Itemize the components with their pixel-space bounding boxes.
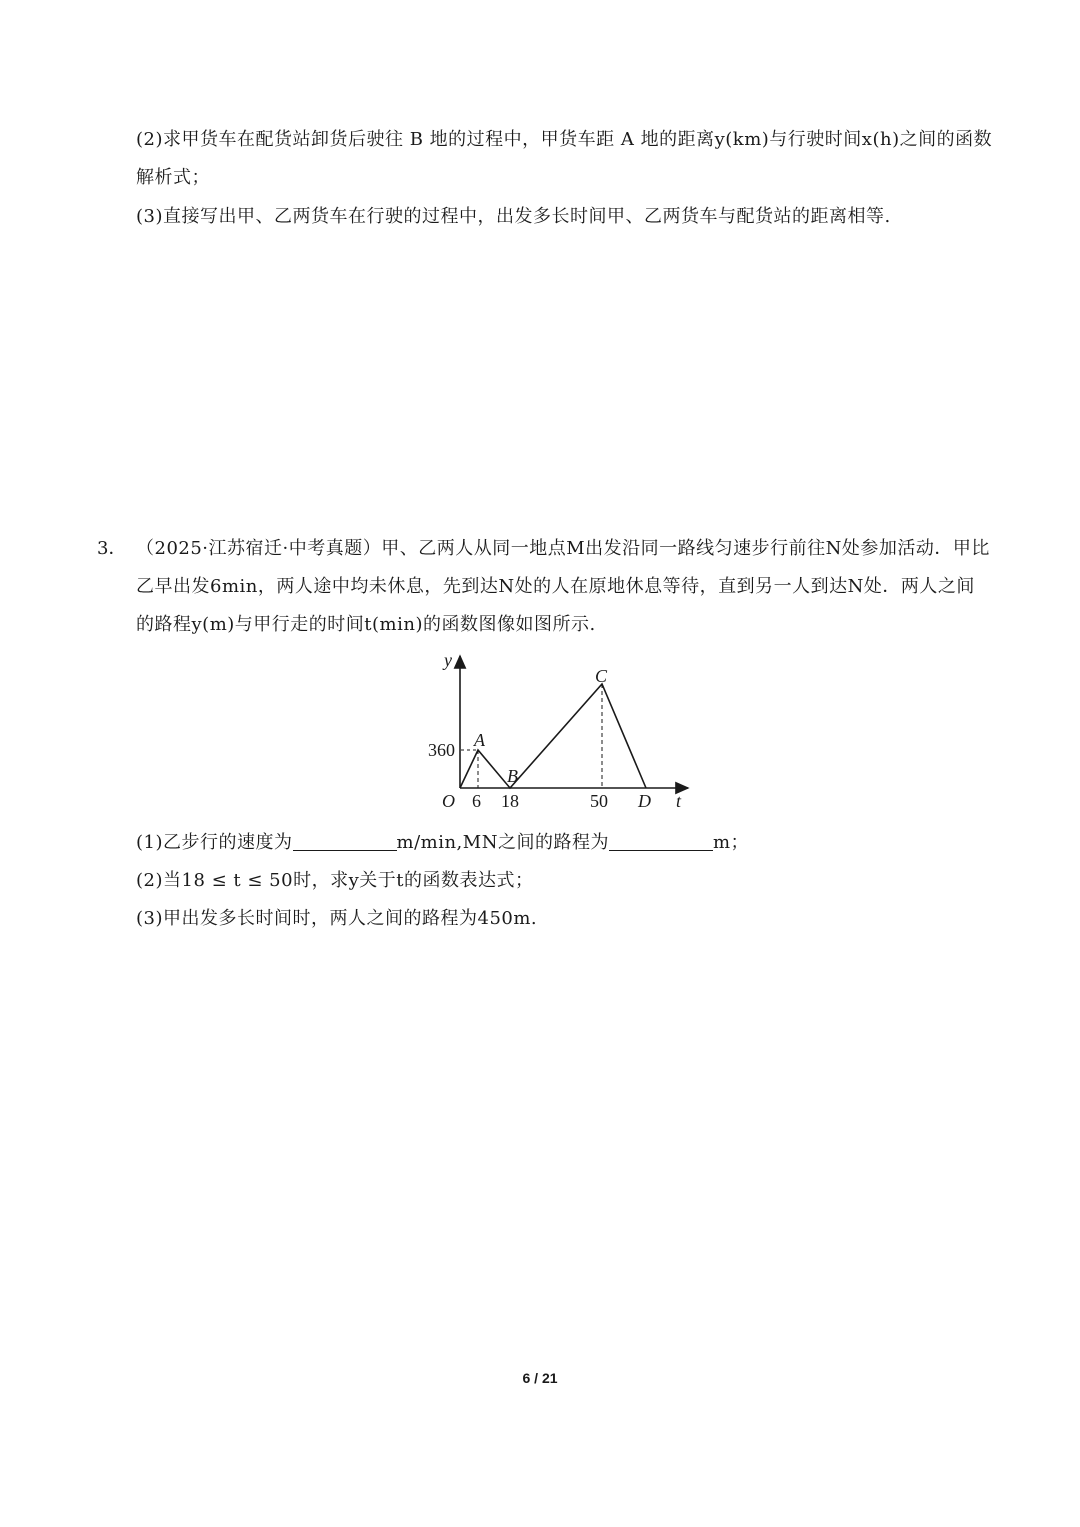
point-label-A: A xyxy=(474,730,485,750)
x-tick-50: 50 xyxy=(590,791,608,811)
y-axis-label: y xyxy=(444,650,452,670)
sub-question-1 xyxy=(136,831,749,855)
origin-label: O xyxy=(442,791,455,811)
problem-stem-line2: 乙早出发6min，两人途中均未休息，先到达N处的人在原地休息等待，直到另一人到达N处．两人之间 xyxy=(136,576,975,597)
sub1-prefix: (1)乙步行的速度为 xyxy=(136,832,293,853)
point-label-B: B xyxy=(507,766,518,786)
prev-q2-line2: 解析式； xyxy=(136,167,210,188)
x-tick-D: D xyxy=(638,791,651,811)
function-graph xyxy=(420,650,700,820)
page-number: 6 / 21 xyxy=(522,1370,558,1386)
sub-question-3: (3)甲出发多长时间时，两人之间的路程为450m. xyxy=(136,908,538,929)
x-tick-18: 18 xyxy=(501,791,519,811)
answer-blank-speed[interactable] xyxy=(293,832,397,851)
point-label-C: C xyxy=(595,666,608,686)
graph-polyline xyxy=(460,684,646,788)
prev-q2-line1: (2)求甲货车在配货站卸货后驶往 B 地的过程中，甲货车距 A 地的距离y(km)与行驶时间x(h)之间的函数 xyxy=(136,129,993,150)
problem-stem-line3: 的路程y(m)与甲行走的时间t(min)的函数图像如图所示. xyxy=(136,614,596,635)
problem-number: 3． xyxy=(97,538,127,559)
y-tick-360: 360 xyxy=(428,740,455,760)
answer-blank-distance[interactable] xyxy=(609,832,713,851)
problem-stem-line1: （2025·江苏宿迁·中考真题）甲、乙两人从同一地点M出发沿同一路线匀速步行前往N处参加活动．甲比 xyxy=(136,538,990,559)
x-axis-label: t xyxy=(676,791,682,811)
sub1-mid: m/min,MN之间的路程为 xyxy=(396,832,609,853)
x-tick-6: 6 xyxy=(472,791,481,811)
sub1-suffix: m； xyxy=(712,832,750,853)
sub-question-2: (2)当18 ≤ t ≤ 50时，求y关于t的函数表达式； xyxy=(136,870,534,891)
prev-q3-line: (3)直接写出甲、乙两货车在行驶的过程中，出发多长时间甲、乙两货车与配货站的距离相等. xyxy=(136,206,891,227)
